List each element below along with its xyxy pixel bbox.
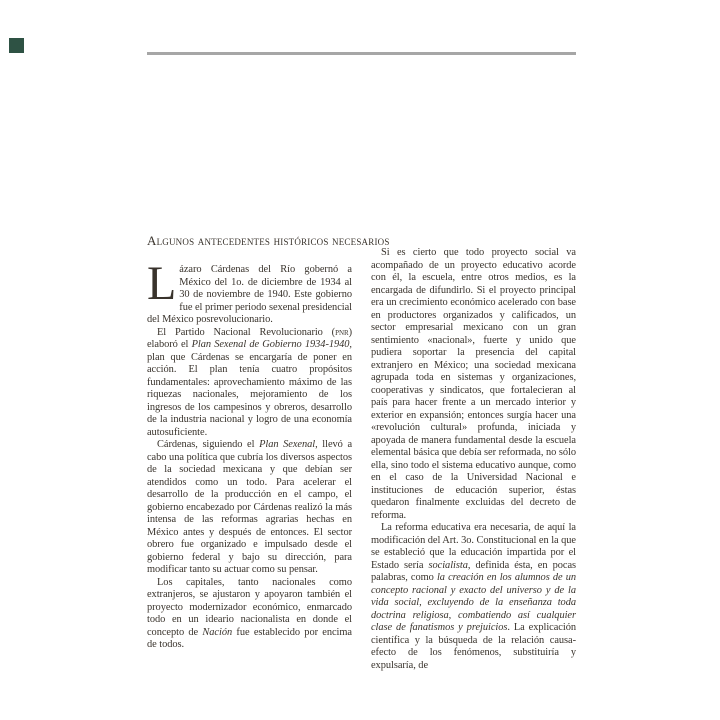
text-column-left (147, 233, 390, 652)
body-paragraph: Si es cierto que todo proyecto social va acompañado de un proyecto educativo acorde con él, la escuela, entre otros medios, es la encargada de difundirlo. Si el proyecto principal era un crecimiento económico acelerado con base en productores organizados y calificados, un sector empresarial mexicano con un gran sentimiento «nacional», fuerte y unido que pudiera soportar la presencia del capital extranjero en México; una sociedad mexicana agrupada toda en sistemas y organizaciones, cooperativas y sindicatos, que fortalecieran al país para hacer frente a un mercado interior y exterior en expansión; entonces surgía hacer una «revolución cultural» profunda, iniciada y apoyada de manera fundamental desde la escuela elemental básica que debía ser reformada, no sólo ella, sino todo el sistema educativo aunque, como en el caso de la Universidad Nacional e instituciones de educación superior, éstas quedaron finalmente excluidas del decreto de reforma. (371, 247, 576, 521)
body-paragraph: La reforma educativa era necesaria, de aquí la modificación del Art. 3o. Constitucional en la que se estableció que la educación impartida por el Estado sería socialista, definida ésta, en pocas palabras, como la creación en los alumnos de un concepto racional y exacto del universo y de la vida social, excluyendo de la enseñanza toda doctrina religiosa, combatiendo así cualquier clase de fanatismos y prejuicios. La explicación científica y la búsqueda de la relación causa-efecto de los fenómenos, substituiría y expulsaría, de (371, 522, 576, 671)
body-paragraph-opening (147, 257, 352, 327)
header-rule (147, 52, 576, 55)
body-paragraph: El Partido Nacional Revolucionario (pnr) elaboró el Plan Sexenal de Gobierno 1934-1940, plan que Cárdenas se encargaría de poner en acción. El plan tenía cuatro propósitos fundamentales: aprovechamiento máximo de las riquezas nacionales, mejoramiento de los ingresos de los campesinos y obreros, desarrollo de la industria nacional y logro de una economía autosuficiente. (147, 326, 352, 438)
body-paragraph: Los capitales, tanto nacionales como extranjeros, se ajustaron y apoyaron también el proyecto modernizador económico, enmarcado todo en un ideario nacionalista en donde el concepto de Nación fue establecido por encima de todos. (147, 576, 352, 650)
body-paragraph: Cárdenas, siguiendo el Plan Sexenal, llevó a cabo una política que cubría los diversos aspectos de la sociedad mexicana y que debían ser atendidos como un todo. Para acelerar el desarrollo de la producción en el campo, el gobierno encabezado por Cárdenas realizó la más intensa de las reformas agrarias hechas en México antes y después de entonces. El sector obrero fue organizado e impulsado desde el gobierno federal y bajo su dirección, para modificar tanto su actuar como su pensar. (147, 439, 353, 575)
paragraph-text: ázaro Cárdenas del Río gobernó a México del 1o. de diciembre de 1934 al 30 de noviembre de 1940. Este gobierno fue el primer periodo sexenal presidencial del México posrevolucionario. (147, 264, 352, 325)
drop-cap: L (147, 257, 177, 310)
text-column-right (371, 247, 576, 672)
section-heading: Algunos antecedentes históricos necesarios (147, 233, 390, 248)
corner-accent-square (9, 38, 24, 53)
